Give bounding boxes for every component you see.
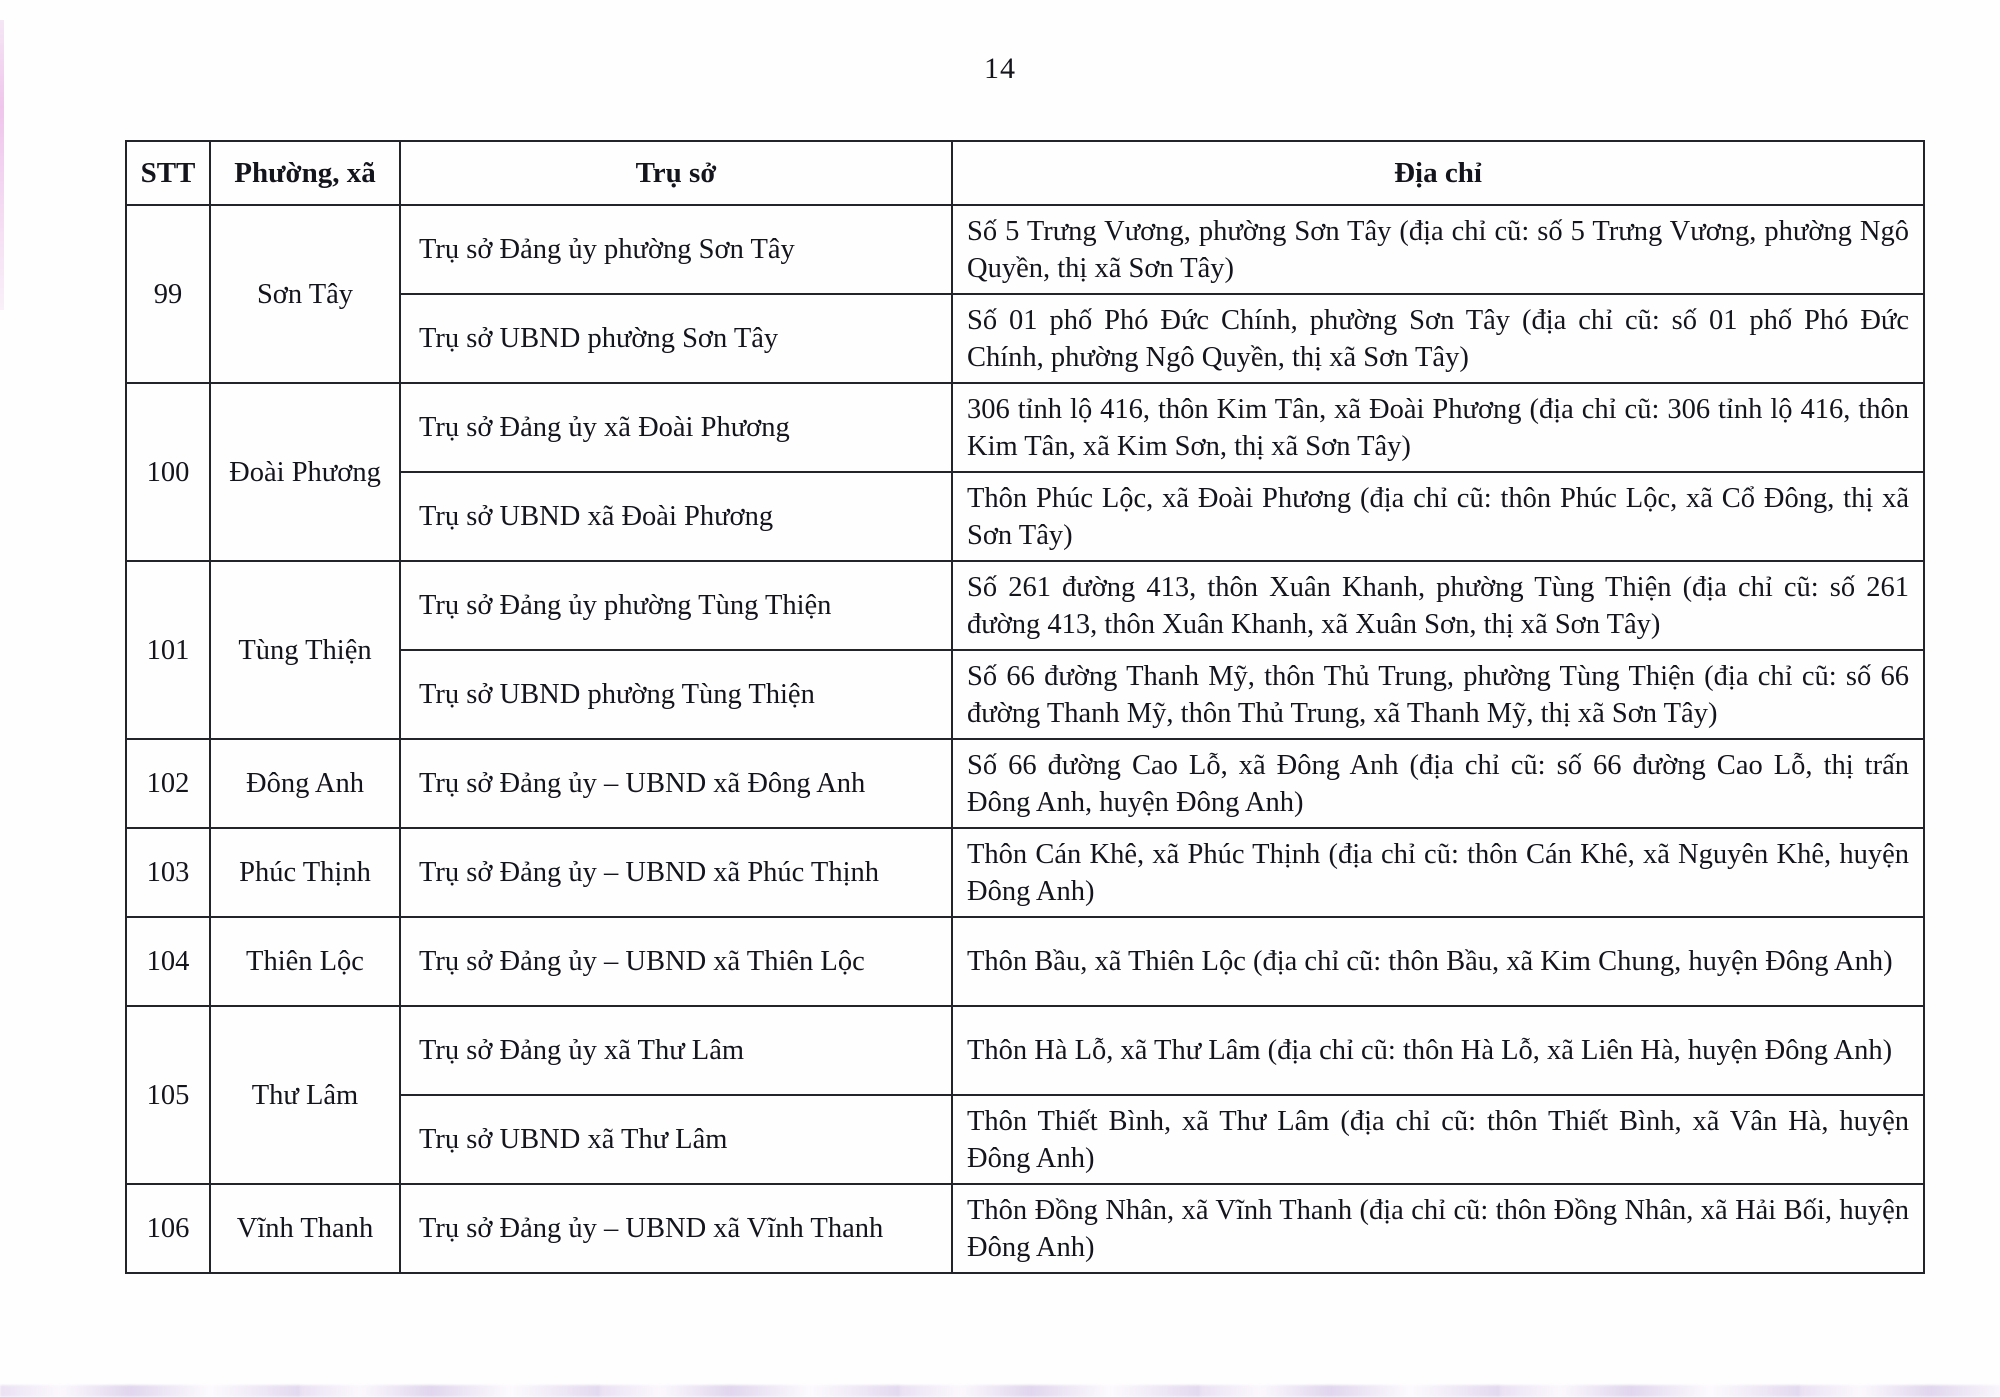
office-cell: Trụ sở Đảng ủy phường Sơn Tây — [400, 205, 952, 294]
stt-cell: 99 — [126, 205, 210, 383]
scan-artifact-bottom-edge — [0, 1385, 2000, 1397]
address-cell: Số 66 đường Cao Lỗ, xã Đông Anh (địa chỉ cũ: số 66 đường Cao Lỗ, thị trấn Đông Anh, huyện Đông Anh) — [952, 739, 1924, 828]
header-ward: Phường, xã — [210, 141, 400, 205]
table-body — [126, 205, 1924, 1273]
stt-cell: 106 — [126, 1184, 210, 1273]
ward-cell: Thiên Lộc — [210, 917, 400, 1006]
header-office: Trụ sở — [400, 141, 952, 205]
address-cell: Thôn Phúc Lộc, xã Đoài Phương (địa chỉ cũ: thôn Phúc Lộc, xã Cổ Đông, thị xã Sơn Tây) — [952, 472, 1924, 561]
page-number: 14 — [984, 52, 1016, 85]
table-row — [126, 739, 1924, 828]
office-cell: Trụ sở UBND phường Sơn Tây — [400, 294, 952, 383]
office-cell: Trụ sở Đảng ủy – UBND xã Thiên Lộc — [400, 917, 952, 1006]
header-row — [126, 141, 1924, 205]
address-cell: Thôn Cán Khê, xã Phúc Thịnh (địa chỉ cũ: thôn Cán Khê, xã Nguyên Khê, huyện Đông Anh) — [952, 828, 1924, 917]
ward-cell: Thư Lâm — [210, 1006, 400, 1184]
office-cell: Trụ sở Đảng ủy – UBND xã Đông Anh — [400, 739, 952, 828]
office-cell: Trụ sở Đảng ủy – UBND xã Vĩnh Thanh — [400, 1184, 952, 1273]
table-row — [126, 1006, 1924, 1095]
address-cell: 306 tỉnh lộ 416, thôn Kim Tân, xã Đoài Phương (địa chỉ cũ: 306 tỉnh lộ 416, thôn Kim Tân, xã Kim Sơn, thị xã Sơn Tây) — [952, 383, 1924, 472]
address-cell: Thôn Đồng Nhân, xã Vĩnh Thanh (địa chỉ cũ: thôn Đồng Nhân, xã Hải Bối, huyện Đông Anh) — [952, 1184, 1924, 1273]
address-cell: Số 5 Trưng Vương, phường Sơn Tây (địa chỉ cũ: số 5 Trưng Vương, phường Ngô Quyền, thị xã Sơn Tây) — [952, 205, 1924, 294]
office-cell: Trụ sở Đảng ủy – UBND xã Phúc Thịnh — [400, 828, 952, 917]
address-cell: Số 66 đường Thanh Mỹ, thôn Thủ Trung, phường Tùng Thiện (địa chỉ cũ: số 66 đường Thanh Mỹ, thôn Thủ Trung, xã Thanh Mỹ, thị xã Sơn Tây) — [952, 650, 1924, 739]
office-cell: Trụ sở UBND phường Tùng Thiện — [400, 650, 952, 739]
address-cell: Thôn Thiết Bình, xã Thư Lâm (địa chỉ cũ: thôn Thiết Bình, xã Vân Hà, huyện Đông Anh) — [952, 1095, 1924, 1184]
ward-cell: Đoài Phương — [210, 383, 400, 561]
address-cell: Thôn Hà Lỗ, xã Thư Lâm (địa chỉ cũ: thôn Hà Lỗ, xã Liên Hà, huyện Đông Anh) — [952, 1006, 1924, 1095]
stt-cell: 104 — [126, 917, 210, 1006]
ward-cell: Vĩnh Thanh — [210, 1184, 400, 1273]
table-row — [126, 561, 1924, 650]
office-cell: Trụ sở Đảng ủy xã Đoài Phương — [400, 383, 952, 472]
address-cell: Số 01 phố Phó Đức Chính, phường Sơn Tây (địa chỉ cũ: số 01 phố Phó Đức Chính, phường Ngô Quyền, thị xã Sơn Tây) — [952, 294, 1924, 383]
ward-cell: Tùng Thiện — [210, 561, 400, 739]
stt-cell: 103 — [126, 828, 210, 917]
address-cell: Số 261 đường 413, thôn Xuân Khanh, phường Tùng Thiện (địa chỉ cũ: số 261 đường 413, thôn Xuân Khanh, xã Xuân Sơn, thị xã Sơn Tây) — [952, 561, 1924, 650]
header-stt: STT — [126, 141, 210, 205]
office-cell: Trụ sở Đảng ủy xã Thư Lâm — [400, 1006, 952, 1095]
header-address: Địa chỉ — [952, 141, 1924, 205]
table-header — [126, 141, 1924, 205]
table-row — [126, 205, 1924, 294]
ward-cell: Đông Anh — [210, 739, 400, 828]
table-row — [126, 828, 1924, 917]
office-cell: Trụ sở UBND xã Đoài Phương — [400, 472, 952, 561]
table-row — [126, 917, 1924, 1006]
stt-cell: 100 — [126, 383, 210, 561]
ward-cell: Sơn Tây — [210, 205, 400, 383]
offices-table — [125, 140, 1925, 1274]
stt-cell: 102 — [126, 739, 210, 828]
office-cell: Trụ sở Đảng ủy phường Tùng Thiện — [400, 561, 952, 650]
address-cell: Thôn Bầu, xã Thiên Lộc (địa chỉ cũ: thôn Bầu, xã Kim Chung, huyện Đông Anh) — [952, 917, 1924, 1006]
ward-cell: Phúc Thịnh — [210, 828, 400, 917]
table-row — [126, 1184, 1924, 1273]
table-row — [126, 383, 1924, 472]
office-cell: Trụ sở UBND xã Thư Lâm — [400, 1095, 952, 1184]
stt-cell: 105 — [126, 1006, 210, 1184]
stt-cell: 101 — [126, 561, 210, 739]
